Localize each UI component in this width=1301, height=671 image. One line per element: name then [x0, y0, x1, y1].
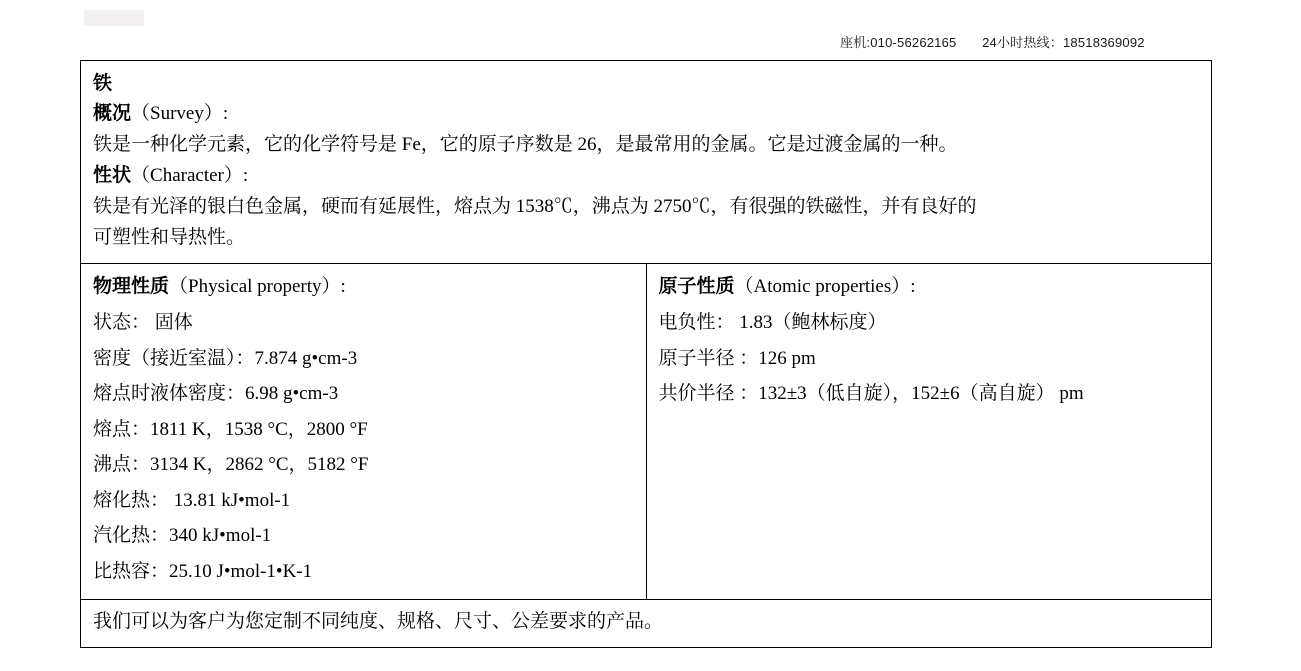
physical-row: 汽化热：340 kJ•mol-1	[93, 525, 272, 547]
survey-heading-en: （Survey）:	[131, 103, 229, 125]
logo-placeholder	[84, 10, 144, 26]
character-heading-cn: 性状	[93, 164, 132, 186]
character-text-line-2: 可塑性和导热性。	[93, 226, 246, 248]
table-row-properties	[81, 264, 1212, 600]
atomic-properties-cell	[646, 264, 1212, 600]
physical-row: 熔化热： 13.81 kJ•mol-1	[93, 489, 291, 511]
character-text-line-1: 铁是有光泽的银白色金属，硬而有延展性，熔点为 1538℃，沸点为 2750℃，有很强的铁磁性，并有良好的	[93, 195, 977, 217]
table-row-footer	[81, 600, 1212, 648]
page-title: 铁	[93, 73, 113, 94]
table-row-overview	[81, 61, 1212, 264]
survey-heading	[93, 99, 1199, 130]
footer-cell	[81, 600, 1212, 648]
footer-note: 我们可以为客户为您定制不同纯度、规格、尺寸、公差要求的产品。	[93, 611, 664, 633]
atomic-heading-en: （Atomic properties）:	[734, 276, 916, 298]
physical-row: 熔点时液体密度：6.98 g•cm-3	[93, 383, 339, 405]
physical-heading-cn: 物理性质	[93, 276, 170, 298]
atomic-row: 电负性： 1.83（鲍林标度）	[658, 312, 887, 334]
atomic-row: 原子半径 ：126 pm	[658, 347, 816, 369]
survey-text: 铁是一种化学元素，它的化学符号是 Fe，它的原子序数是 26，是最常用的金属。它是过渡金属的一种。	[93, 134, 958, 156]
physical-properties-cell	[81, 264, 647, 600]
physical-heading-en: （Physical property）:	[169, 276, 346, 298]
physical-row: 熔点：1811 K，1538 °C，2800 °F	[93, 418, 368, 440]
physical-heading	[93, 272, 634, 303]
header-phone: 座机:010-56262165	[840, 35, 957, 50]
physical-row: 沸点：3134 K，2862 °C，5182 °F	[93, 454, 369, 476]
physical-row: 比热容：25.10 J•mol-1•K-1	[93, 560, 313, 582]
character-heading-en: （Character）:	[131, 164, 249, 186]
physical-row: 状态： 固体	[93, 312, 193, 334]
physical-row: 密度（接近室温）：7.874 g•cm-3	[93, 347, 358, 369]
overview-cell	[81, 61, 1212, 264]
header-contact-info	[840, 32, 1145, 51]
survey-heading-cn: 概况	[93, 103, 132, 125]
atomic-row: 共价半径 ：132±3（低自旋），152±6（高自旋） pm	[658, 383, 1084, 405]
header-hotline: 24小时热线：18518369092	[982, 35, 1145, 50]
atomic-heading	[659, 272, 1200, 303]
atomic-heading-cn: 原子性质	[658, 276, 735, 298]
character-heading	[93, 161, 1199, 192]
element-info-table	[80, 60, 1212, 648]
